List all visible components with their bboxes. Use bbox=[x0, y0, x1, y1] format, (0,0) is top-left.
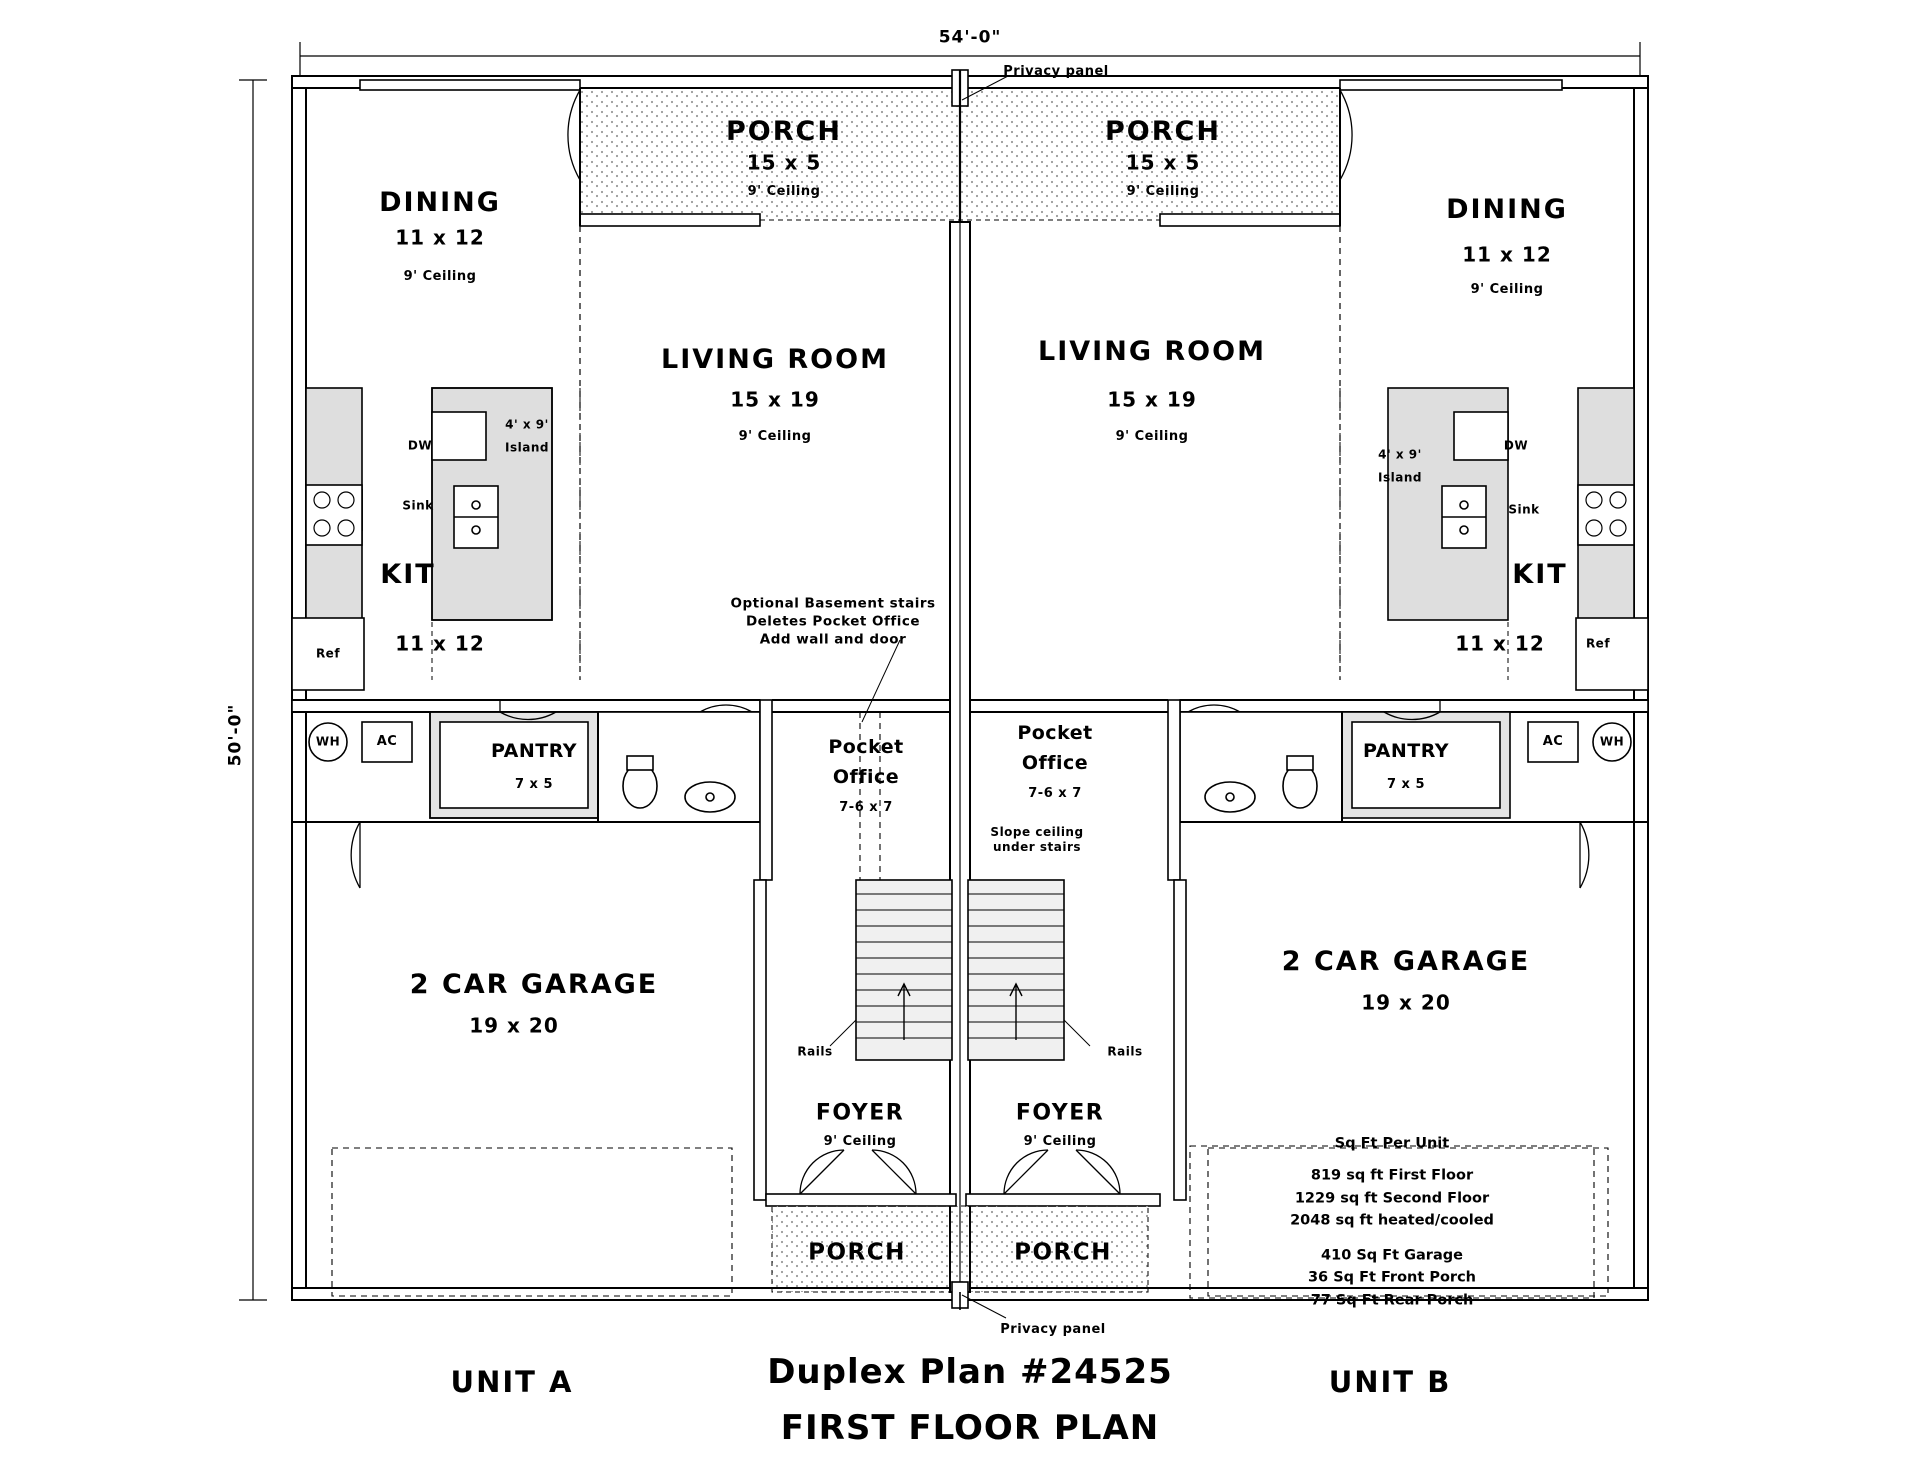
porch-rear-a-name: PORCH bbox=[726, 116, 842, 148]
dining-a-dim: 11 x 12 bbox=[395, 225, 485, 250]
slope-ceiling-note bbox=[990, 825, 1083, 855]
plan-subtitle: FIRST FLOOR PLAN bbox=[780, 1407, 1160, 1448]
sqft-summary bbox=[1290, 1132, 1494, 1311]
pantry-a-name: PANTRY bbox=[490, 740, 578, 763]
basement-stairs-note bbox=[730, 595, 935, 650]
foyer-b-ceiling: 9' Ceiling bbox=[1023, 1133, 1097, 1149]
living-b-name: LIVING ROOM bbox=[1038, 336, 1266, 368]
porch-rear-b-dim: 15 x 5 bbox=[1125, 150, 1201, 175]
basement-stairs-note-line-1: Optional Basement stairs bbox=[730, 595, 936, 612]
porch-front-a-name: PORCH bbox=[808, 1239, 906, 1266]
porch-rear-a-dim: 15 x 5 bbox=[746, 150, 822, 175]
rear-porch-area bbox=[360, 70, 1562, 228]
dw-a-label: DW bbox=[407, 438, 433, 453]
living-a-ceiling: 9' Ceiling bbox=[738, 428, 812, 444]
kitchen-b-name: KIT bbox=[1512, 559, 1568, 591]
sqft-rear-porch: 77 Sq Ft Rear Porch bbox=[1310, 1292, 1474, 1309]
kitchen-a-dim: 11 x 12 bbox=[395, 631, 485, 656]
note-leaders bbox=[862, 76, 1008, 1318]
basement-stairs-note-line-2: Deletes Pocket Office bbox=[745, 613, 921, 630]
porch-rear-b-name: PORCH bbox=[1105, 116, 1221, 148]
sqft-spacer bbox=[1290, 1232, 1494, 1244]
sqft-heated-cooled: 2048 sq ft heated/cooled bbox=[1290, 1212, 1494, 1229]
unit-b-label: UNIT B bbox=[1328, 1364, 1452, 1399]
garage-a-name: 2 CAR GARAGE bbox=[409, 969, 659, 1001]
dining-b-ceiling: 9' Ceiling bbox=[1470, 281, 1544, 297]
office-a-name-2: Office bbox=[832, 766, 900, 789]
office-b-dim: 7-6 x 7 bbox=[1028, 785, 1082, 801]
foyer-a-ceiling: 9' Ceiling bbox=[823, 1133, 897, 1149]
foyer-a-name: FOYER bbox=[815, 1100, 905, 1126]
island-b-label: Island bbox=[1378, 470, 1422, 485]
pantry-b-dim: 7 x 5 bbox=[1386, 776, 1426, 792]
kitchen-a-name: KIT bbox=[380, 559, 436, 591]
pantry-a-dim: 7 x 5 bbox=[514, 776, 554, 792]
dining-a-name: DINING bbox=[379, 187, 501, 219]
privacy-panel-top-note: Privacy panel bbox=[1003, 63, 1109, 79]
sink-a-label: Sink bbox=[402, 498, 434, 513]
basement-stairs-note-line-3: Add wall and door bbox=[759, 632, 907, 649]
ac-a-label: AC bbox=[376, 733, 398, 749]
slope-ceiling-note-line-1: Slope ceiling bbox=[990, 825, 1084, 839]
porch-rear-a-ceiling: 9' Ceiling bbox=[747, 183, 821, 199]
dining-b-dim: 11 x 12 bbox=[1462, 242, 1552, 267]
sqft-garage: 410 Sq Ft Garage bbox=[1321, 1247, 1463, 1264]
office-b-name-1: Pocket bbox=[1017, 722, 1093, 745]
living-a-name: LIVING ROOM bbox=[661, 344, 889, 376]
garage-b-dim: 19 x 20 bbox=[1361, 990, 1451, 1015]
island-b-size: 4' x 9' bbox=[1378, 447, 1422, 462]
unit-b-interior bbox=[1168, 88, 1648, 1296]
rails-left-label: Rails bbox=[797, 1044, 833, 1059]
unit-a-label: UNIT A bbox=[450, 1364, 574, 1399]
office-b-name-2: Office bbox=[1021, 752, 1089, 775]
dw-b-label: DW bbox=[1503, 438, 1529, 453]
ref-a-label: Ref bbox=[315, 646, 341, 661]
kitchen-b-dim: 11 x 12 bbox=[1455, 631, 1545, 656]
porch-front-b-name: PORCH bbox=[1014, 1239, 1112, 1266]
garage-a-dim: 19 x 20 bbox=[469, 1013, 559, 1038]
party-wall bbox=[950, 222, 970, 1292]
sqft-heading: Sq Ft Per Unit bbox=[1334, 1135, 1450, 1152]
unit-a-interior bbox=[292, 88, 772, 1296]
sqft-front-porch: 36 Sq Ft Front Porch bbox=[1307, 1269, 1477, 1286]
dining-a-ceiling: 9' Ceiling bbox=[403, 268, 477, 284]
island-a-label: Island bbox=[505, 440, 549, 455]
sqft-first-floor: 819 sq ft First Floor bbox=[1310, 1167, 1474, 1184]
living-b-dim: 15 x 19 bbox=[1107, 387, 1197, 412]
sink-b-label: Sink bbox=[1508, 502, 1540, 517]
pantry-b-name: PANTRY bbox=[1362, 740, 1450, 763]
porch-rear-b-ceiling: 9' Ceiling bbox=[1126, 183, 1200, 199]
plan-title: Duplex Plan #24525 bbox=[767, 1351, 1173, 1392]
overall-width-dimension: 54'-0" bbox=[938, 27, 1002, 48]
slope-ceiling-note-line-2: under stairs bbox=[992, 840, 1082, 854]
island-a-size: 4' x 9' bbox=[505, 417, 549, 432]
privacy-panel-bottom-note: Privacy panel bbox=[1000, 1321, 1106, 1337]
ref-b-label: Ref bbox=[1585, 636, 1611, 651]
rails-right-label: Rails bbox=[1107, 1044, 1143, 1059]
overall-height-dimension: 50'-0" bbox=[225, 703, 246, 767]
office-a-name-1: Pocket bbox=[828, 736, 904, 759]
living-b-ceiling: 9' Ceiling bbox=[1115, 428, 1189, 444]
water-heater-b-label: WH bbox=[1599, 734, 1625, 749]
sqft-second-floor: 1229 sq ft Second Floor bbox=[1294, 1190, 1490, 1207]
foyer-b-name: FOYER bbox=[1015, 1100, 1105, 1126]
office-a-dim: 7-6 x 7 bbox=[839, 799, 893, 815]
water-heater-a-label: WH bbox=[315, 734, 341, 749]
ac-b-label: AC bbox=[1542, 733, 1564, 749]
garage-b-name: 2 CAR GARAGE bbox=[1281, 946, 1531, 978]
dining-b-name: DINING bbox=[1446, 194, 1568, 226]
living-a-dim: 15 x 19 bbox=[730, 387, 820, 412]
